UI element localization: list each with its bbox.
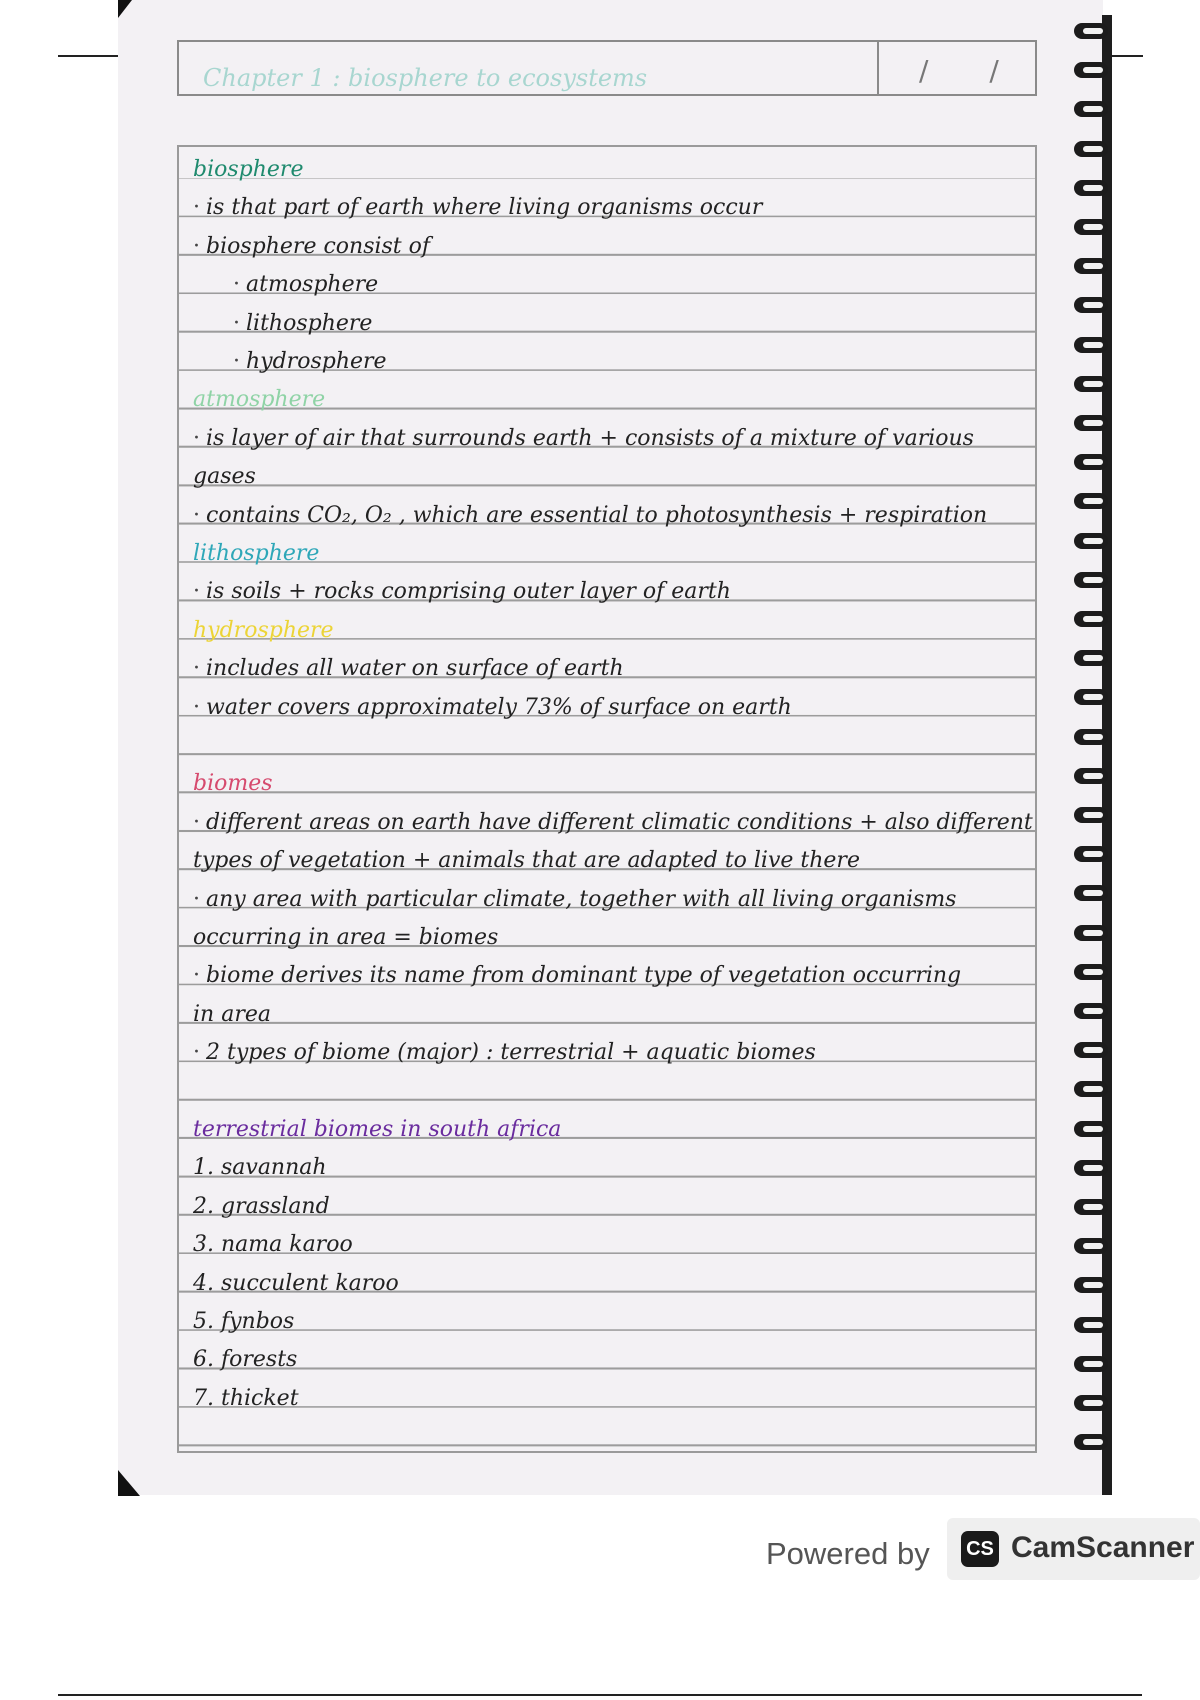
- spiral-ring: [1074, 454, 1108, 470]
- note-text: occurring in area = biomes: [193, 925, 499, 950]
- note-text: water covers approximately 73% of surface on earth: [206, 694, 792, 720]
- lined-notes-area: [177, 145, 1037, 1453]
- spiral-ring: [1074, 219, 1108, 235]
- note-line: [193, 464, 256, 490]
- title-box: [177, 40, 1037, 96]
- note-line: [193, 234, 430, 260]
- bullet-dot: ·: [193, 694, 200, 720]
- spiral-ring: [1074, 925, 1108, 941]
- note-text: types of vegetation + animals that are adapted to live there: [193, 848, 860, 874]
- note-line: [193, 1386, 299, 1412]
- note-line: [193, 1194, 330, 1220]
- section-heading: [193, 157, 303, 183]
- spiral-ring: [1074, 885, 1108, 901]
- note-line: [233, 311, 372, 337]
- note-text: is layer of air that surrounds earth + consists of a mixture of various: [206, 425, 974, 451]
- note-text: terrestrial biomes in south africa: [193, 1117, 562, 1142]
- spiral-ring: [1074, 1160, 1108, 1176]
- powered-by-label: Powered by: [766, 1536, 930, 1571]
- section-heading: [193, 541, 319, 567]
- scan-top-line-left: [58, 55, 118, 57]
- spiral-binding: [1070, 15, 1112, 1495]
- note-text: 3. nama karoo: [193, 1232, 353, 1258]
- note-text: in area: [193, 1001, 271, 1027]
- spiral-ring: [1074, 807, 1108, 823]
- page-corner-mark: [118, 0, 132, 18]
- spiral-ring: [1074, 493, 1108, 509]
- spiral-ring: [1074, 180, 1108, 196]
- note-text: 6. forests: [193, 1347, 298, 1373]
- note-line: [193, 1271, 399, 1297]
- spiral-ring: [1074, 1317, 1108, 1333]
- note-line: [193, 503, 987, 529]
- note-text: lithosphere: [193, 541, 320, 566]
- note-text: different areas on earth have different climatic conditions + also different: [206, 809, 1033, 835]
- spiral-ring: [1074, 846, 1108, 862]
- note-text: hydrosphere: [246, 349, 387, 374]
- camscanner-badge: [947, 1518, 1200, 1580]
- bullet-dot: ·: [233, 272, 240, 298]
- note-text: hydrosphere: [193, 617, 334, 643]
- note-line: [193, 1155, 327, 1181]
- spiral-ring: [1074, 650, 1108, 666]
- scan-bottom-line: [58, 1694, 1142, 1696]
- bullet-dot: ·: [193, 809, 200, 835]
- note-line: [193, 1002, 271, 1028]
- note-text: contains CO₂, O₂ , which are essential to photosynthesis + respiration: [206, 502, 988, 528]
- note-text: is soils + rocks comprising outer layer of earth: [206, 579, 731, 605]
- note-text: biomes: [193, 771, 273, 797]
- section-heading: [193, 618, 334, 644]
- spiral-ring: [1074, 337, 1108, 353]
- title-divider: [877, 42, 879, 94]
- note-line: [193, 1040, 816, 1066]
- note-line: [193, 426, 974, 452]
- note-line: [193, 195, 762, 221]
- spiral-ring: [1074, 62, 1108, 78]
- bullet-dot: ·: [193, 656, 200, 682]
- date-field: / /: [919, 54, 1025, 87]
- note-text: lithosphere: [246, 310, 373, 336]
- spiral-ring: [1074, 768, 1108, 784]
- note-line: [193, 1232, 353, 1258]
- note-text: 5. fynbos: [193, 1309, 295, 1334]
- spiral-ring: [1074, 1395, 1108, 1411]
- camscanner-logo-icon: CS: [961, 1531, 999, 1567]
- spiral-ring: [1074, 1199, 1108, 1215]
- note-text: is that part of earth where living organisms occur: [206, 195, 763, 221]
- note-line: [193, 1347, 297, 1373]
- spiral-edge: [1102, 15, 1112, 1495]
- spiral-ring: [1074, 1434, 1108, 1450]
- spiral-ring: [1074, 572, 1108, 588]
- spiral-ring: [1074, 1042, 1108, 1058]
- note-text: includes all water on surface of earth: [206, 656, 624, 682]
- spiral-ring: [1074, 1356, 1108, 1372]
- spiral-ring: [1074, 1081, 1108, 1097]
- spiral-ring: [1074, 415, 1108, 431]
- spiral-ring: [1074, 141, 1108, 157]
- note-line: [193, 1309, 294, 1335]
- note-text: 2 types of biome (major) : terrestrial + aquatic biomes: [206, 1040, 816, 1066]
- note-text: 4. succulent karoo: [193, 1270, 399, 1296]
- section-heading: [193, 771, 273, 797]
- camscanner-name: CamScanner: [1011, 1531, 1195, 1564]
- note-text: 2. grassland: [193, 1193, 330, 1219]
- spiral-ring: [1074, 1121, 1108, 1137]
- note-line: [193, 925, 498, 951]
- note-text: biome derives its name from dominant type of vegetation occurring: [206, 963, 962, 989]
- spiral-ring: [1074, 611, 1108, 627]
- note-text: any area with particular climate, together with all living organisms: [206, 886, 957, 912]
- bullet-dot: ·: [233, 349, 240, 374]
- bullet-dot: ·: [193, 579, 200, 605]
- page-title: Chapter 1 : biosphere to ecosystems: [203, 64, 648, 92]
- note-line: [193, 887, 956, 913]
- bullet-dot: ·: [193, 425, 200, 451]
- note-text: biosphere: [193, 157, 304, 182]
- spiral-ring: [1074, 1238, 1108, 1254]
- note-line: [233, 349, 387, 375]
- bullet-dot: ·: [193, 195, 200, 221]
- note-text: biosphere consist of: [206, 233, 431, 259]
- note-line: [193, 579, 731, 605]
- note-text: 7. thicket: [193, 1385, 299, 1411]
- bullet-dot: ·: [193, 233, 200, 259]
- bullet-dot: ·: [193, 886, 200, 912]
- bullet-dot: ·: [193, 963, 200, 989]
- note-line: [193, 656, 624, 682]
- page-corner-mark: [118, 1470, 140, 1496]
- bullet-dot: ·: [193, 1040, 200, 1066]
- spiral-ring: [1074, 297, 1108, 313]
- spiral-ring: [1074, 964, 1108, 980]
- spiral-ring: [1074, 376, 1108, 392]
- spiral-ring: [1074, 729, 1108, 745]
- note-line: [193, 695, 792, 721]
- note-line: [193, 963, 961, 989]
- spiral-ring: [1074, 23, 1108, 39]
- note-line: [233, 272, 378, 298]
- note-text: atmosphere: [193, 387, 326, 413]
- spiral-ring: [1074, 689, 1108, 705]
- note-text: gases: [193, 464, 256, 490]
- note-line: [193, 810, 1033, 836]
- spiral-ring: [1074, 1277, 1108, 1293]
- section-heading: [193, 387, 325, 413]
- spiral-ring: [1074, 1003, 1108, 1019]
- spiral-ring: [1074, 101, 1108, 117]
- note-text: 1. savannah: [193, 1155, 327, 1181]
- note-text: atmosphere: [246, 272, 379, 298]
- spiral-ring: [1074, 258, 1108, 274]
- section-heading: [193, 1117, 561, 1143]
- spiral-ring: [1074, 533, 1108, 549]
- bullet-dot: ·: [193, 502, 200, 528]
- note-line: [193, 848, 860, 874]
- bullet-dot: ·: [233, 310, 240, 336]
